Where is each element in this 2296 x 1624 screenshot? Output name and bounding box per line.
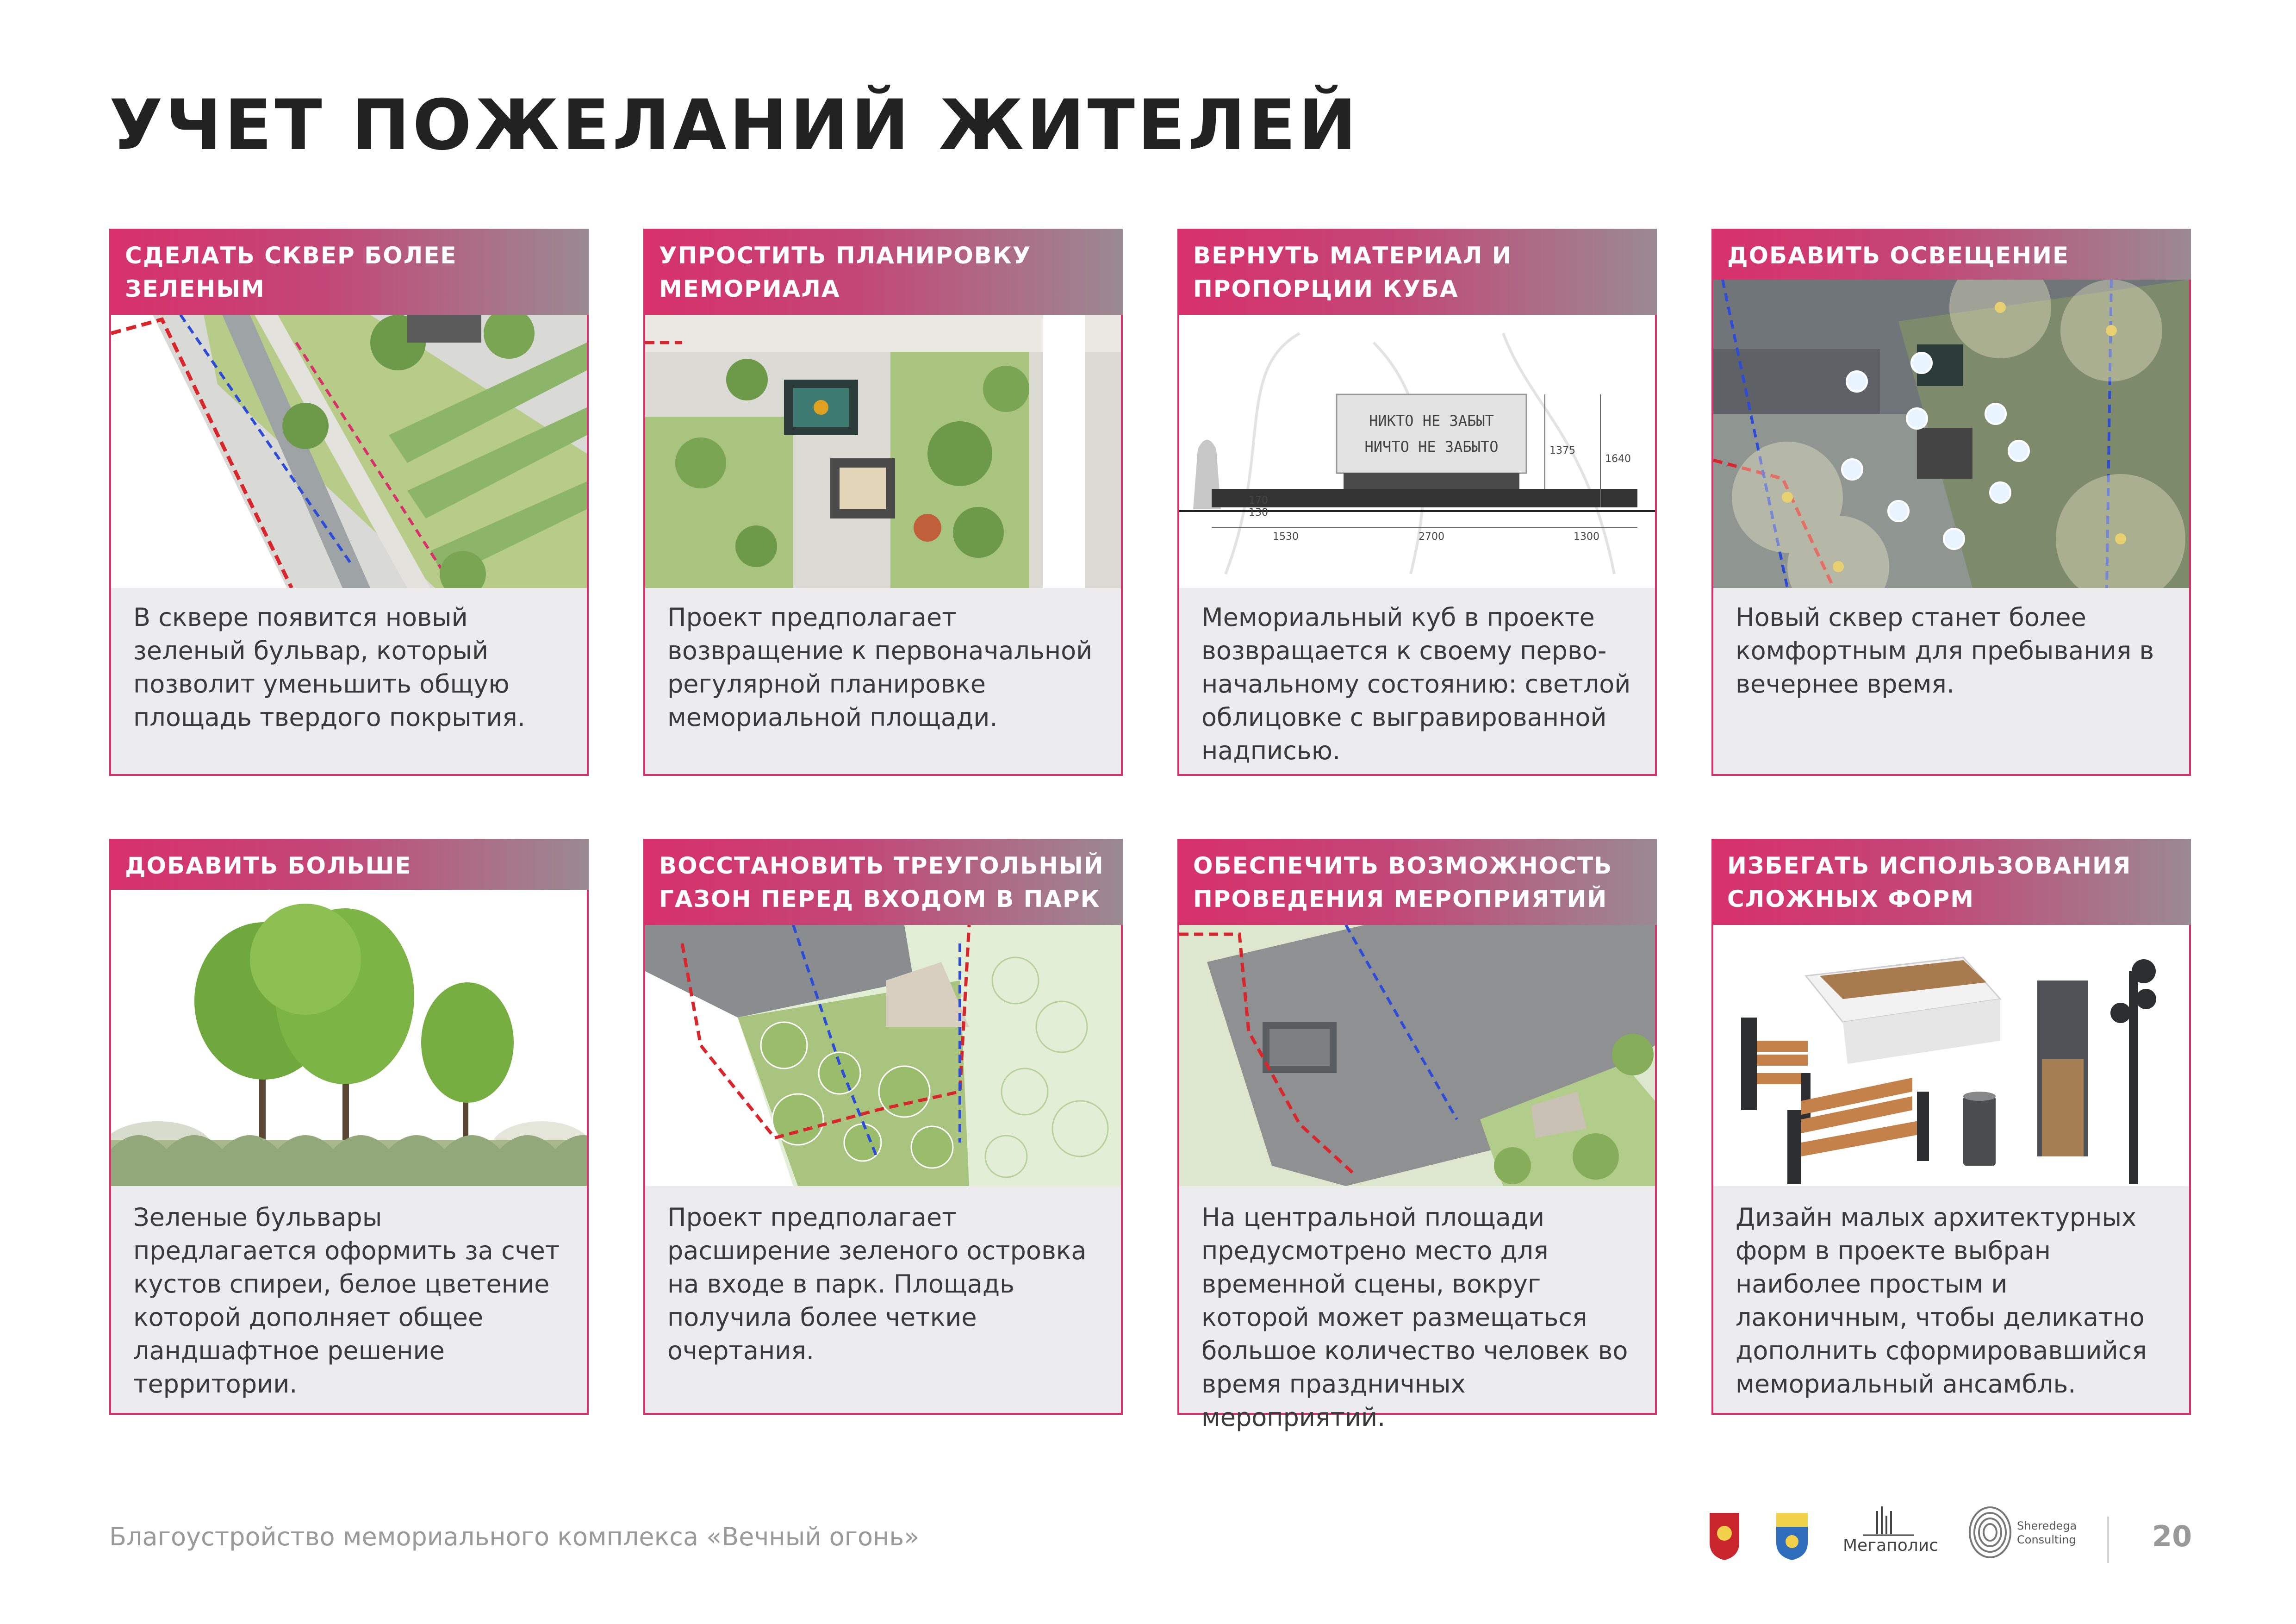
card-text: На центральной площади предусмотрено место для временной сцены, вокруг которой может размещаться большое количество человек во время праздничных мероприятий. bbox=[1201, 1203, 1628, 1432]
dim-1640: 1640 bbox=[1605, 453, 1631, 465]
card-header: ОБЕСПЕЧИТЬ ВОЗМОЖНОСТЬ ПРОВЕДЕНИЯ МЕРОПРИЯТИЙ bbox=[1177, 839, 1657, 925]
megapolis-logo-text: Мегаполис bbox=[1843, 1536, 1938, 1555]
dim-170: 170 bbox=[1249, 495, 1268, 506]
card-header: ВЕРНУТЬ МАТЕРИАЛ И ПРОПОРЦИИ КУБА bbox=[1177, 229, 1657, 315]
card-text: Зеленые бульвары предлагается оформить за счет кустов спиреи, белое цветение которой дополняет общее ландшафтное решение территории. bbox=[133, 1203, 560, 1399]
lighting-plan-image bbox=[1713, 280, 2189, 588]
card-add-lighting bbox=[1711, 229, 2191, 776]
card-more-flowerbeds bbox=[109, 839, 589, 1415]
sheredega-fingerprint-icon bbox=[1967, 1505, 2013, 1560]
street-furniture-image bbox=[1713, 925, 2189, 1186]
card-events-space bbox=[1177, 839, 1657, 1432]
card-text: Проект предполагает расширение зеленого островка на входе в парк. Площадь получила более четкие очертания. bbox=[667, 1203, 1087, 1365]
card-header: ДОБАВИТЬ БОЛЬШЕ bbox=[109, 839, 589, 890]
card-header: ИЗБЕГАТЬ ИСПОЛЬЗОВАНИЯ СЛОЖНЫХ ФОРМ bbox=[1711, 839, 2191, 925]
card-header: СДЕЛАТЬ СКВЕР БОЛЕЕ ЗЕЛЕНЫМ bbox=[109, 229, 589, 315]
plan-image bbox=[111, 315, 587, 588]
card-greener-square bbox=[109, 229, 589, 776]
dim-2700: 2700 bbox=[1419, 531, 1444, 543]
plan-image bbox=[1179, 925, 1655, 1186]
sheredega-logo-text-1: Sheredega bbox=[2017, 1519, 2077, 1532]
card-text: Дизайн малых архитектурных форм в проекте выбран наиболее простым и лаконичным, чтобы деликатно дополнить сформировавшийся мемориальный ансамбль. bbox=[1736, 1203, 2147, 1399]
sheredega-logo-text-2: Consulting bbox=[2017, 1533, 2076, 1546]
footer-caption: Благоустройство мемориального комплекса «Вечный огонь» bbox=[109, 1522, 920, 1551]
dim-1300: 1300 bbox=[1574, 531, 1599, 543]
card-header: ДОБАВИТЬ ОСВЕЩЕНИЕ bbox=[1711, 229, 2191, 280]
card-cube-material bbox=[1177, 229, 1657, 776]
cube-inscription-2: НИЧТО НЕ ЗАБЫТО bbox=[1364, 438, 1499, 456]
card-text: Проект предполагает возвращение к первоначальной регулярной планировке мемориальной площади. bbox=[667, 603, 1093, 732]
dim-1375: 1375 bbox=[1549, 445, 1575, 456]
city-emblem-icon bbox=[1773, 1510, 1811, 1561]
page-number: 20 bbox=[2152, 1519, 2192, 1553]
page-title: УЧЕТ ПОЖЕЛАНИЙ ЖИТЕЛЕЙ bbox=[109, 85, 1360, 166]
card-simplify-layout bbox=[643, 229, 1123, 776]
moscow-oblast-emblem-icon bbox=[1708, 1510, 1741, 1561]
card-text: Новый сквер станет более комфортным для пребывания в вечернее время. bbox=[1736, 603, 2154, 699]
card-header: ВОССТАНОВИТЬ ТРЕУГОЛЬНЫЙ ГАЗОН ПЕРЕД ВХОДОМ В ПАРК bbox=[643, 839, 1123, 925]
card-triangle-lawn bbox=[643, 839, 1123, 1415]
trees-shrubs-image bbox=[111, 890, 587, 1186]
plan-image bbox=[645, 925, 1121, 1186]
dim-1530: 1530 bbox=[1273, 531, 1299, 543]
card-text: Мемориальный куб в проекте возвращается к своему перво-начальному состоянию: светлой облицовке с выгравированной надписью. bbox=[1201, 603, 1631, 765]
card-header: УПРОСТИТЬ ПЛАНИРОВКУ МЕМОРИАЛА bbox=[643, 229, 1123, 315]
footer-divider bbox=[2107, 1517, 2109, 1563]
cube-inscription-1: НИКТО НЕ ЗАБЫТ bbox=[1369, 412, 1494, 430]
plan-image bbox=[645, 315, 1121, 588]
cube-elevation-drawing bbox=[1179, 315, 1655, 588]
card-text: В сквере появится новый зеленый бульвар, который позволит уменьшить общую площадь твердого покрытия. bbox=[133, 603, 525, 732]
card-simple-forms bbox=[1711, 839, 2191, 1415]
dim-130: 130 bbox=[1249, 507, 1268, 518]
